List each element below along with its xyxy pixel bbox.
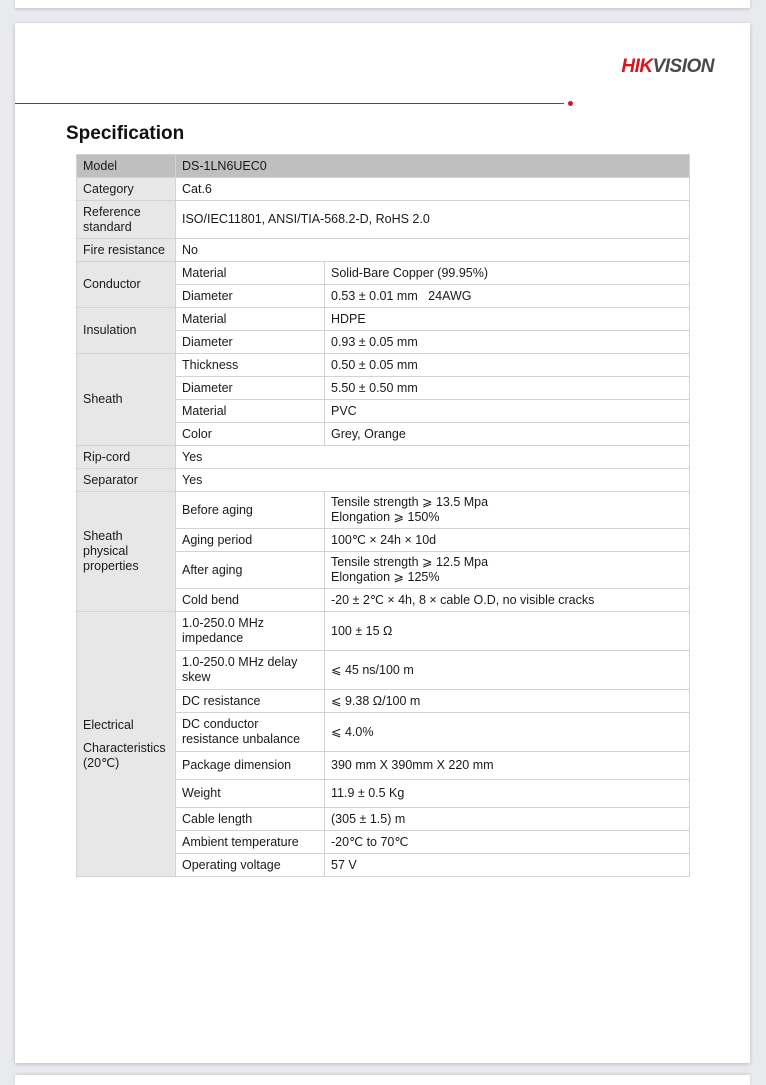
row-label: Fire resistance (77, 239, 176, 262)
label-line: Electrical (83, 717, 134, 732)
property-value: 100℃ × 24h × 10d (325, 529, 690, 552)
table-row (77, 612, 690, 651)
property-name: Diameter (176, 285, 325, 308)
row-label: Separator (77, 469, 176, 492)
property-value: 390 mm X 390mm X 220 mm (325, 752, 690, 780)
property-value: -20 ± 2℃ × 4h, 8 × cable O.D, no visible cracks (325, 589, 690, 612)
property-name: DC resistance (176, 690, 325, 713)
property-name: Diameter (176, 377, 325, 400)
property-name: 1.0-250.0 MHz delay skew (176, 651, 325, 690)
table-row-rip-cord (77, 446, 690, 469)
row-label: Category (77, 178, 176, 201)
property-name: DC conductor resistance unbalance (176, 713, 325, 752)
property-value: ⩽ 9.38 Ω/100 m (325, 690, 690, 713)
value-line: Tensile strength ⩾ 13.5 Mpa (331, 495, 489, 509)
row-value: No (176, 239, 690, 262)
label-line: (20℃) (83, 755, 120, 770)
header-divider (15, 103, 564, 104)
property-value: 0.53 ± 0.01 mm 24AWG (325, 285, 690, 308)
row-value: DS-1LN6UEC0 (176, 155, 690, 178)
document-page (15, 23, 750, 1063)
property-value: 5.50 ± 0.50 mm (325, 377, 690, 400)
row-value: Yes (176, 446, 690, 469)
property-name: Weight (176, 780, 325, 808)
property-value: ⩽ 4.0% (325, 713, 690, 752)
specification-table (76, 154, 690, 877)
table-row (77, 492, 690, 529)
property-value: HDPE (325, 308, 690, 331)
property-name: Cable length (176, 808, 325, 831)
value-line: Tensile strength ⩾ 12.5 Mpa (331, 555, 489, 569)
property-name: 1.0-250.0 MHz impedance (176, 612, 325, 651)
property-name: Material (176, 400, 325, 423)
row-value: ISO/IEC11801, ANSI/TIA-568.2-D, RoHS 2.0 (176, 201, 690, 239)
property-name: Material (176, 262, 325, 285)
property-value: 11.9 ± 0.5 Kg (325, 780, 690, 808)
table-row (77, 308, 690, 331)
property-value (325, 552, 690, 589)
page-title: Specification (66, 123, 185, 144)
group-label-insulation: Insulation (77, 308, 176, 354)
value-line: Elongation ⩾ 150% (331, 510, 440, 524)
property-name: Before aging (176, 492, 325, 529)
property-name: Color (176, 423, 325, 446)
group-label-sheath: Sheath (77, 354, 176, 446)
group-label-physical: Sheath physical properties (77, 492, 176, 612)
header-divider-dot (568, 101, 573, 106)
row-value: Yes (176, 469, 690, 492)
value-line: Elongation ⩾ 125% (331, 570, 440, 584)
group-label-conductor: Conductor (77, 262, 176, 308)
row-label: Reference standard (77, 201, 176, 239)
property-value: 0.93 ± 0.05 mm (325, 331, 690, 354)
property-name: Material (176, 308, 325, 331)
property-value: 57 V (325, 854, 690, 877)
property-name: Operating voltage (176, 854, 325, 877)
property-name: Diameter (176, 331, 325, 354)
property-value: -20℃ to 70℃ (325, 831, 690, 854)
property-value: ⩽ 45 ns/100 m (325, 651, 690, 690)
property-name: Thickness (176, 354, 325, 377)
property-name: Package dimension (176, 752, 325, 780)
group-label-electrical (77, 612, 176, 877)
property-name: Cold bend (176, 589, 325, 612)
property-name: Aging period (176, 529, 325, 552)
hikvision-logo: HIKVISION (621, 56, 714, 77)
property-name: Ambient temperature (176, 831, 325, 854)
property-value: (305 ± 1.5) m (325, 808, 690, 831)
table-row (77, 354, 690, 377)
property-value: 100 ± 15 Ω (325, 612, 690, 651)
table-row-reference (77, 201, 690, 239)
table-row-fire-resistance (77, 239, 690, 262)
property-value: Solid-Bare Copper (99.95%) (325, 262, 690, 285)
label-line: Characteristics (83, 740, 166, 755)
table-row-model (77, 155, 690, 178)
property-value: Grey, Orange (325, 423, 690, 446)
row-value: Cat.6 (176, 178, 690, 201)
property-name: After aging (176, 552, 325, 589)
table-row-category (77, 178, 690, 201)
row-label: Model (77, 155, 176, 178)
row-label: Rip-cord (77, 446, 176, 469)
table-row-separator (77, 469, 690, 492)
next-page-edge (15, 1075, 750, 1085)
table-row (77, 262, 690, 285)
property-value: 0.50 ± 0.05 mm (325, 354, 690, 377)
previous-page-edge (15, 0, 750, 8)
property-value: PVC (325, 400, 690, 423)
property-value (325, 492, 690, 529)
